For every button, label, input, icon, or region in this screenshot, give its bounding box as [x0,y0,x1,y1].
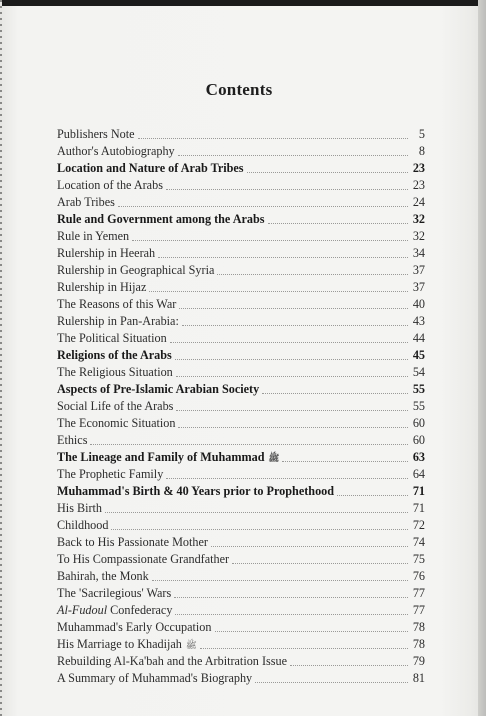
dot-leader [255,681,408,683]
dot-leader [262,392,408,394]
entry-title-rest: Confederacy [107,603,173,617]
dot-leader [337,494,408,496]
toc-section-entry [57,211,425,228]
dot-leader [105,511,408,513]
entry-title: The 'Sacrilegious' Wars [57,586,172,600]
dot-leader [166,188,408,190]
entry-title: Rulership in Pan-Arabia: [57,314,179,328]
toc-entry [57,432,425,449]
entry-title: Rulership in Geographical Syria [57,263,215,277]
dot-leader [176,375,408,377]
entry-page: 71 [412,484,425,498]
entry-title: To His Compassionate Grandfather [57,552,230,566]
entry-page: 72 [412,518,425,532]
dot-leader [217,273,408,275]
entry-title: Arab Tribes [57,195,115,209]
dot-leader [166,477,408,479]
entry-page: 43 [412,314,425,328]
entry-page: 78 [412,637,425,651]
entry-title-italic: Al-Fudoul [57,603,108,617]
dot-leader [282,460,408,462]
entry-title: The Lineage and Family of Muhammad [57,450,265,464]
binding-edge [0,0,2,716]
dot-leader [149,290,408,292]
toc-entry [57,466,425,483]
toc-section-entry [57,160,425,177]
entry-page: 75 [412,552,425,566]
entry-page: 8 [418,144,425,158]
entry-page: 74 [412,535,425,549]
honorific-glyph: ﷺ [185,640,197,650]
entry-title: Rulership in Hijaz [57,280,147,294]
dot-leader [200,647,408,649]
entry-title: Rule in Yemen [57,229,130,243]
entry-title: Social Life of the Arabs [57,399,174,413]
dot-leader [175,613,408,615]
toc-entry [57,619,425,636]
entry-title: Muhammad's Birth & 40 Years prior to Prophethood [57,484,335,498]
entry-title: Author's Autobiography [57,144,175,158]
dot-leader [290,664,408,666]
dot-leader [111,528,408,530]
entry-title: Muhammad's Early Occupation [57,620,212,634]
entry-page: 81 [412,671,425,685]
toc-entry [57,568,425,585]
entry-page: 78 [412,620,425,634]
toc-entry [57,364,425,381]
entry-title: Childhood [57,518,109,532]
toc-entry [57,551,425,568]
entry-page: 37 [412,263,425,277]
entry-title: His Birth [57,501,103,515]
entry-page: 76 [412,569,425,583]
toc-entry [57,415,425,432]
toc-entry [57,143,425,160]
toc-entry [57,313,425,330]
toc-entry [57,636,425,653]
entry-title: Location and Nature of Arab Tribes [57,161,244,175]
entry-title: Back to His Passionate Mother [57,535,208,549]
entry-title [57,602,172,619]
entry-page: 60 [412,416,425,430]
toc-entry [57,262,425,279]
toc-section-entry [57,483,425,500]
contents-heading: Contents [205,80,273,99]
entry-title: The Religious Situation [57,365,173,379]
dot-leader [138,137,408,139]
toc-entry [57,653,425,670]
toc-section-entry [57,347,425,364]
entry-page: 32 [412,229,425,243]
dot-leader [132,239,408,241]
dot-leader [118,205,408,207]
entry-title: The Reasons of this War [57,297,177,311]
dot-leader [176,409,408,411]
page-edge [478,0,486,716]
dot-leader [211,545,408,547]
toc-entry [57,602,425,619]
entry-title: The Economic Situation [57,416,176,430]
dot-leader [215,630,409,632]
dot-leader [247,171,408,173]
entry-page: 60 [412,433,425,447]
dot-leader [170,341,408,343]
toc-entry [57,245,425,262]
entry-page: 79 [412,654,425,668]
entry-title: A Summary of Muhammad's Biography [57,671,253,685]
dot-leader [90,443,408,445]
dot-leader [158,256,408,258]
dot-leader [175,358,408,360]
entry-page: 64 [412,467,425,481]
toc-entry [57,534,425,551]
toc-entry [57,670,425,687]
dot-leader [178,154,408,156]
toc-section-entry [57,449,425,466]
toc-entry [57,126,425,143]
toc-entry [57,585,425,602]
top-edge-shadow [0,0,478,6]
dot-leader [152,579,408,581]
entry-page: 71 [412,501,425,515]
entry-page: 45 [412,348,425,362]
entry-title: Aspects of Pre-Islamic Arabian Society [57,382,260,396]
entry-page: 23 [412,161,425,175]
entry-title: Rule and Government among the Arabs [57,212,265,226]
entry-page: 34 [412,246,425,260]
entry-title: Religions of the Arabs [57,348,172,362]
honorific-glyph: ﷺ [268,453,280,463]
entry-title: Rebuilding Al-Ka'bah and the Arbitration Issue [57,654,287,668]
toc-entry [57,177,425,194]
dot-leader [232,562,408,564]
entry-page: 40 [412,297,425,311]
dot-leader [178,426,408,428]
entry-title: The Prophetic Family [57,467,164,481]
toc-entry [57,228,425,245]
toc-entry [57,330,425,347]
toc-entry [57,500,425,517]
toc-entry [57,398,425,415]
dot-leader [268,222,408,224]
toc-entry [57,296,425,313]
entry-page: 24 [412,195,425,209]
entry-title: Rulership in Heerah [57,246,156,260]
entry-page: 77 [412,586,425,600]
toc-entry [57,517,425,534]
entry-page: 5 [418,127,425,141]
entry-page: 54 [412,365,425,379]
toc-entry [57,194,425,211]
table-of-contents [57,126,425,687]
entry-title: Publishers Note [57,127,135,141]
entry-page: 77 [412,603,425,617]
entry-page: 37 [412,280,425,294]
entry-title: His Marriage to Khadijah [57,637,182,651]
entry-title: Ethics [57,433,88,447]
entry-page: 32 [412,212,425,226]
toc-section-entry [57,381,425,398]
entry-page: 55 [412,399,425,413]
entry-title: The Political Situation [57,331,167,345]
dot-leader [174,596,408,598]
entry-page: 55 [412,382,425,396]
entry-page: 44 [412,331,425,345]
dot-leader [182,324,408,326]
entry-title: Location of the Arabs [57,178,163,192]
toc-entry [57,279,425,296]
entry-page: 63 [412,450,425,464]
entry-page: 23 [412,178,425,192]
dot-leader [179,307,408,309]
entry-title: Bahirah, the Monk [57,569,149,583]
